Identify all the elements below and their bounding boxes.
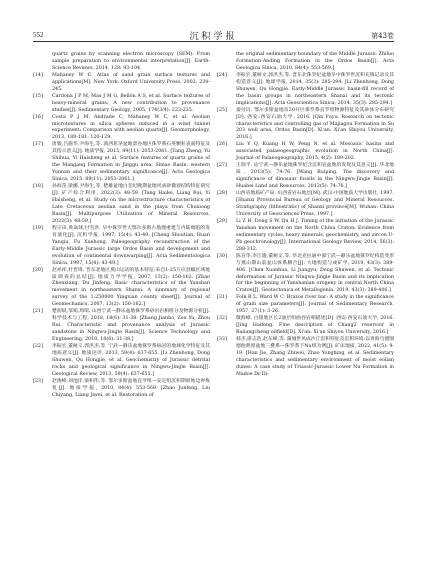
reference-text: 敬海峰. 白银地区长2油层组曲谷岩相描述[D]. 西安:西安石油大学, 2016. [Jing Haifeng. Fine description of Chang2 reservoir in Baiiangcheng oilfield[D]. Xi'an: Xi'an Shiyou University, 2016.]	[236, 316, 394, 336]
reference-number: [29]	[217, 218, 227, 224]
reference-text: 李振宏,董树义,郭洪杰,等. 宁武—静乐盆地侏罗系砾岩的地球化学特征及其地质意义[J]. 地质论评, 2013, 59(4): 637-655. [Li Zhenhong, Dong Shuwen, Qu Hongjie, et al. Geochemistry of Jurassic detrital rocks and geological significance in Ningwu-Jingle Basin[J]. Geological Review, 2013, 59(4): 637-655.]	[52, 344, 210, 377]
page-header	[0, 0, 427, 44]
reference-entry	[217, 219, 394, 254]
reference-text: the original sedimentary boundary of the Middle Jurassic Zhiluo Formation-Anding Formation in the Ordos Basin[J]. Acta Geologica Sinica, 2010, 84(4): 553-569.]	[236, 52, 394, 71]
reference-text: Mahaney W C. Atlas of sand grain surface textures and applications[M]. New York: Oxford University Press, 2002: 230-245.	[52, 72, 210, 92]
page-number: 552	[33, 31, 44, 39]
reference-text: 赵祥祥,杜晋锋. 晋东北地区燕山运动的基本特征:来自1:25万应县幅区域地质调查的总结[J]. 地质力学学报, 2007, 13(2): 150-162. [Zhao Zhenxiang, Du Jinfeng. Basic characteristics of the Yanshan movement in northeastern Shanxi: A summary of regional survey of the 1:250000 Yingxian county sheet[J]. Journal of Geomechanics, 2007, 13(2): 150-162.]	[52, 267, 210, 308]
volume-label: 第43卷	[371, 32, 394, 40]
reference-entry	[217, 108, 394, 143]
reference-text: 山西省地质矿产局. 山西省岩石地层[M]. 武汉:中国地质大学出版社, 1997. [Shanxi Provincial Bureau of Geology and Mineral Resources. Stratigraphy (lithostratic) of Shanxi province[M]. Wuhan: China University of Geosciences Press, 1997.]	[236, 191, 394, 217]
reference-entry	[217, 142, 394, 163]
reference-entry	[33, 52, 210, 73]
reference-text: 程守田,黄焱球,付雪洪. 早中侏罗世大鄂尔多斯古地理重建与内陆坳陷的发育演化[J]. 沉积学报, 1997, 15(4): 43-49. [Cheng Shoutian, Huan Yanqiu, Fu Xuehong. Paleogeography reconstruction of the Early-Middle Jurassic large Ordos Basin and development and evolution of continental downwarping[J]. Acta Sedimentologica Sinica, 1997, 15(4): 43-49.]	[52, 225, 210, 266]
reference-entry	[33, 73, 210, 94]
journal-title: 沉积学报	[189, 32, 238, 42]
reference-text: Costa P J M, Andrade C, Mahaney W C, et al. Aeolian microtextures in silica spheres induced in a wind tunnel experiment: Comparison with aeolian quartz[J]. Geomorphology, 2013, 180-181: 120-129.	[52, 114, 210, 141]
reference-number: [32]	[217, 316, 227, 322]
reference-number: [33]	[217, 337, 227, 343]
reference-entry	[33, 115, 210, 143]
reference-number: [21]	[33, 309, 43, 315]
reference-number: [28]	[217, 191, 227, 197]
reference-number: [18]	[33, 184, 43, 190]
reference-entry	[217, 254, 394, 296]
reference-number: [20]	[33, 267, 43, 273]
reference-text: 楚润斌,邹娟,周瑞. 山西宁武—静乐盆地侏罗系砂岩岩相组分及物源分析[J]. 科学技术与工程, 2018, 18(6): 31-38. [Zhang Jianbo, Zou Yu, Zhou Rui. Characteristic and provenance analysis of Jurassic sandstone in Ningwu-Jingle Basin[J]. Science Technology and Engineering, 2018, 18(6): 31-38.]	[52, 309, 210, 343]
reference-entry	[33, 184, 210, 226]
right-reference-column	[217, 52, 394, 379]
reference-entry	[33, 268, 210, 310]
reference-entry	[33, 226, 210, 268]
reference-entry	[217, 316, 394, 337]
reference-entry	[33, 309, 210, 344]
reference-text: Liu Y Q, Kuang H W, Peng N, et al. Mesozoic basins and associated palaeogeographic evolution in North China[J]. Journal of Palaeogeography, 2015, 4(2): 189-202.	[236, 142, 394, 162]
reference-number: [22]	[33, 344, 43, 350]
reference-entry	[217, 191, 394, 219]
reference-text: 孙海苗,梁娜,尹海生,等. 楚雄盆地白垩纪晚期盆地风成砂微观结构特征研究[J]. 矿产综合利用, 2022(3): 48-59. [Tang Hailei, Liang Rui, Yi Haisheng, et al. Study on the microstructure characteristics of Late Cretaceous aeolian sand in the playa from Chuxiong Basin[J]. Multipurpose Utilization of Mineral Resources, 2022(3): 48-59.]	[52, 184, 210, 224]
reference-entry	[217, 52, 394, 73]
reference-entry	[33, 94, 210, 115]
reference-number: [24]	[217, 72, 227, 78]
reference-entry	[33, 142, 210, 184]
reference-text: 陈宣华,李江瑜,董树文,等. 华北克拉通中部宁武—静乐盆地侏罗纪构造变形与燕山期山前盆山体系耦合[J]. 大地构造与成矿学, 2019, 43(3): 389-406. [Chen Xuanhua, Li Jiangyu, Dong Shuwen, et al. Tectonic deformation of Jurassic Ningwu-Jingle Basin and its implication for the beginning of Yanshanian orogeny in central North China Craton[J]. Geotectonica et Metallogenia, 2019, 43(3): 389-406.]	[236, 253, 394, 294]
reference-text: Cardona J P M, Mas J M G, Bellón A S, et al. Surface textures of heavy-mineral grains: A new contribution to provenance studies[J]. Sedimentary Geology, 2005, 174(3/4): 223-235.	[52, 93, 210, 113]
reference-number: [15]	[33, 93, 43, 99]
reference-number: [19]	[33, 225, 43, 231]
reference-text: 秦付玲. 鄂尔多斯盆地奈20井区侏罗系直罗组物源特征及其砂体分布研究[D]. 西安:西安石油大学, 2016. [Qin Fuyu. Research on tectonic characteristics and controlling gas of Majiagou Formation in Su 203 well area, Ordos Basin[D]. Xi'an: Xi'an Shiyou University, 2016.]	[236, 107, 394, 141]
reference-text: quartz grains by scanning electron microscopy (SEM): From sample preparation to environmental interpretation[J]. Earth-Science Reviews, 2014, 128: 93-104.	[52, 52, 210, 71]
reference-text: 王瑞平. 论宁武—静乐盆地侏罗纪含沉积岩盆地的发现及其意义[J]. 华北地质, 2013(5): 74-76. [Wang Ruiping. The discovery and significance of dinosaur fossils in the Ningwu-Jingle Basin[J]. Huabei Land and Resources, 2013(5): 74-76.]	[236, 163, 394, 190]
reference-text: 赵俊峰,刘池洋,梁积伟,等. 鄂尔多斯盆地直罗组—安定组沉积期原始边界恢复[J]. 地质学报, 2010, 84(4): 553-569. [Zhao Junfeng, Liu Chiyang, Liang Jiwei, et al. Restoration of	[52, 378, 210, 398]
reference-entry	[33, 344, 210, 379]
reference-text: 韩杰,席志浩,赵东峰,等. 蒲城世风成沙丘沉积特征及沉积环境:以青海乌德图德他典原盆地三叠系—侏罗系下Nu组为例[J]. 矿床地质, 2022, 41(5): 9-19. [Han Jie, Zhang Zhiwei, Zhao Yonghing, et al. Sedimentary characteristics and sedimentary environment of moist eolian dunes: A case study of Triassic-Jurassic Lower Nu Formation in Madoe Dr Di-	[236, 337, 394, 377]
reference-text: 唐毅,吕施华,尹海生,等. 滇西思茅盆地景谷地区侏罗系石英颗粒表面特征及其指示意义[J]. 地质学报, 2015, 89(11): 2053-2061. [Tang Zheng, Yu Shihua, Yi Haisheng et al. Surface features of quartz grains of the Mangang Formation in Jinggu area, Simao Basin, western Yunnan and their sedimentary significance[J]. Acta Geologica Sinica, 2015, 89(11): 2053-2061.]	[52, 142, 210, 183]
left-reference-column	[33, 52, 210, 400]
reference-entry	[217, 295, 394, 316]
reference-number: [17]	[33, 142, 43, 148]
reference-text: Li Z H, Dong S W, Qu H J. Timing of the initiation of the Jurassic Yanshan movement on the North China Craton: Evidence from sedimentary cycles, heavy minerals, geochemistry, and zircon U-Pb geochronology[J]. International Geology Review, 2014, 56(3): 288-312.	[236, 218, 394, 252]
reference-number: [23]	[33, 378, 43, 384]
reference-entry	[217, 163, 394, 191]
reference-number: [30]	[217, 253, 227, 259]
header-rule	[33, 41, 394, 42]
reference-text: Folk R L, Ward W C. Brazos river bar: A study in the significance of grain size parameters[J]. Journal of Sedimentary Research, 1957, 27(1): 3-26.	[236, 295, 394, 315]
reference-number: [31]	[217, 295, 227, 301]
reference-text: 李振宏,董树文,郭洪杰,等. 晋东北侏罗纪盆地早中侏罗世沉积充填记录及其构造意义[J]. 地球学报, 2014, 35(3): 285-294. [Li Zhenhong, Dong Shuwen, Qu Hongjie. Early-Middle Jurassic basin-fill record of the basin groups in northeastern Shanxi and its tectonic implications[J]. Acta Geoscientica Sinica, 2014, 35(3): 285-294.]	[236, 72, 394, 106]
reference-number: [26]	[217, 142, 227, 148]
reference-entry	[217, 73, 394, 108]
reference-entry	[33, 379, 210, 400]
reference-number: [16]	[33, 114, 43, 120]
reference-number: [27]	[217, 163, 227, 169]
reference-entry	[217, 337, 394, 379]
reference-number: [25]	[217, 107, 227, 113]
reference-number: [14]	[33, 72, 43, 78]
